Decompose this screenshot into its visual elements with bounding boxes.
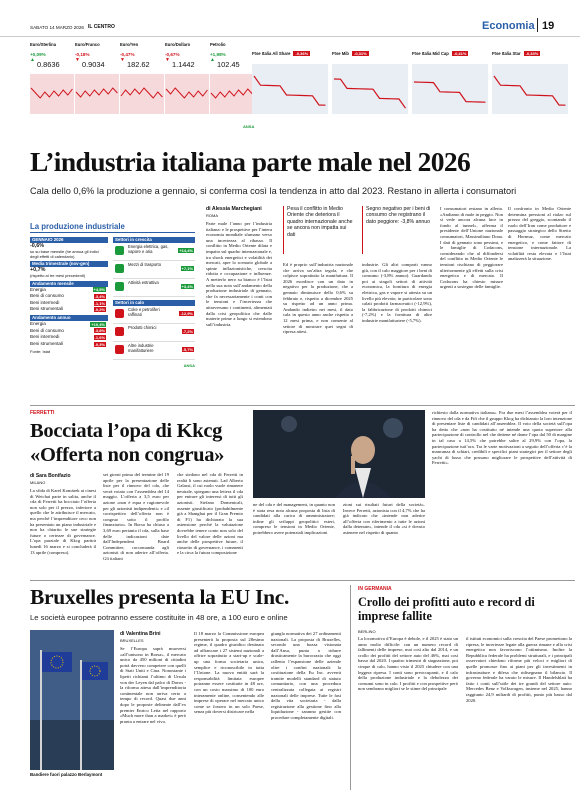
- index-change: -0,36%: [295, 51, 309, 56]
- kkcg-col-1: La sfida di Karel Komárek ai cinesi di Weichai parte in salita, anche il cda di Ferretti ha bocciato l’offerta non solo per il prezzo, inferiore a quello che le attribuisce il mercato, ma perché l’imprenditore ceco non ha presentato un piano industriale e non ha chiarito le sue strategie future o certezze di governance. L’opa parziale di Kkcg partirà lunedì 16 marzo e si concluderà il 13 aprile (compreso).: [30, 488, 96, 555]
- sector-value: -7,2%: [182, 329, 193, 334]
- fx-sparkline: [30, 74, 74, 114]
- fx-sparkline: [75, 74, 119, 114]
- monthly-row: [30, 293, 108, 300]
- decline-rows: [113, 306, 195, 360]
- index-change: -0,41%: [453, 51, 467, 56]
- sector-value: +7,1%: [181, 266, 193, 271]
- decline-header: Settori in calo: [113, 300, 195, 306]
- fx-value: 0.8636: [37, 60, 60, 69]
- kkcg-byline: di Sara Bonifazio: [30, 473, 71, 479]
- row-label: Energia: [30, 320, 46, 326]
- sector-down-icon: [115, 345, 124, 354]
- galassi-portrait-icon: [253, 410, 425, 498]
- jan-desc: su su base mensile (he annua gli indici degli effetti di calendario): [30, 249, 99, 260]
- kkcg-col-3: che siedono nel cda di Ferretti in realtà li sono astenuti. Lad Alberto Galassi, il cui ruolo vuole rimanere neutrale, spiegano una lettera il cda per entrare gli interessi di tutti gli azionisti. Stefano Domenicali, assente giustificato (probabilmente già a Shanghai per il Gran Premio di F1) ha dichiarato la sua astensione perché la valutazione dovrebbe tenere conto non solo del livello del valore delle azioni ma anche delle prospettive future, il riassetto di governance, i commenti e la circa la futura composizione: [177, 472, 243, 556]
- monthly-rows: [30, 287, 108, 313]
- infographic-right: [113, 235, 195, 368]
- paper-name: IL CENTRO: [88, 24, 115, 30]
- quarter-value: +0,7%: [30, 267, 46, 274]
- sector-label: Attività estrattiva: [128, 280, 159, 285]
- sector-value: +14,4%: [179, 248, 193, 253]
- quarter-header: Media trimestrale (nov-gen): [30, 261, 108, 267]
- lead-deck: Cala dello 0,6% la produzione a gennaio, si conferma così la tendenza in atto dal 2023. Restano in allerta i consumatori: [30, 186, 517, 196]
- lead-col-3: industrie. Gli altri comparti vanno giù, con il calo maggiore per i beni di consumo (-3,8% annuo). Guardando poi ai singoli settori di attività economica, la fornitura di energia elettrica, gas e vapore si attesta su un livello più elevato; in particolare sono calati prodotti farmaceutici (-12,9%), la fabbricazione di prodotti chimici (-7,2%) e la fornitura di altre industrie manifatturiere (-5,7%).: [362, 262, 432, 323]
- fx-value: 182.62: [127, 60, 150, 69]
- row-value: -0,3%: [94, 341, 105, 347]
- row-label: Beni intermedi: [30, 299, 60, 305]
- page-header: [0, 0, 580, 37]
- index-change: -0,31%: [353, 51, 367, 56]
- production-infographic: [30, 222, 195, 402]
- page-number: 19: [542, 20, 555, 32]
- quote-rule: [362, 206, 363, 254]
- lead-byline: di Alessia Marchegiani: [206, 206, 262, 212]
- lead-quote-1: Pesa il conflitto in Medio Oriente che deteriora il quadro internazionale anche se ancora non impatta sui dati: [287, 206, 353, 238]
- index-name: Ftse Italia Star: [492, 51, 521, 56]
- decline-row: [113, 324, 195, 342]
- lead-col-1: Parte male l’anno per l’industria italiana: e le prospettive per l’intera economia mondiale sfumano verso una incertezza al ribasso. Il conflitto in Medio Oriente dilata e impatto sul quadro internazionale e, tra shock energetici e volatilità dei mercati, apre lo scenario globale a spinte inflazionistiche, crescita ridotta e occupazione e influenze. A metterlo nero su bianco è l’Istat nella sua nota sull’andamento della produzione industriale di gennaio, che fa necessariamente i conti con le tensioni e l’incertezza che attraversano i continenti, alimentati dalla crisi geopolitica che dalle materie prime a lungo si estendono sull’industria.: [206, 221, 272, 327]
- kkcg-city: MILANO: [30, 480, 46, 485]
- germania-kicker: IN GERMANIA: [358, 586, 392, 592]
- fx-sparkline: [165, 74, 209, 114]
- sector-value: -5,7%: [182, 347, 193, 352]
- eu-flags-icon: [30, 630, 114, 770]
- row-value: -1,6%: [94, 334, 105, 340]
- growth-row: [113, 279, 195, 297]
- fx-change: -0,18%: [75, 52, 90, 57]
- row-label: Energia: [30, 286, 46, 292]
- fx-sparkline: [120, 74, 164, 114]
- sector-label: Mezzi di trasporto: [128, 262, 162, 267]
- lead-city: ROMA: [206, 213, 218, 218]
- index-name: Ftse Italia All Share: [252, 51, 291, 56]
- index-cell: [332, 42, 410, 122]
- index-sparkline: [412, 64, 488, 114]
- eu-headline: Bruxelles presenta la EU Inc.: [30, 585, 290, 609]
- fx-change: +0,09%: [30, 52, 46, 57]
- fx-change: -0,47%: [120, 52, 135, 57]
- quote-rule: [283, 206, 284, 254]
- growth-rows: [113, 243, 195, 297]
- growth-header: Settori in crescita: [113, 237, 195, 243]
- sector-value: +3,4%: [181, 284, 193, 289]
- row-value: -0,2%: [94, 307, 105, 313]
- fx-name: Petrolio: [210, 42, 226, 47]
- sector-up-icon: [115, 246, 124, 255]
- decline-row: [113, 306, 195, 324]
- fx-name: Euro/Sterlina: [30, 42, 57, 47]
- monthly-header: Andamento mensile: [30, 281, 108, 287]
- fx-name: Euro/Yen: [120, 42, 139, 47]
- row-label: Beni strumentali: [30, 306, 63, 312]
- kkcg-photo: [253, 410, 425, 498]
- lead-col-4: I consumatori restano in allerta. «Andiamo di male in peggio. Non si vede ancora alcuna luce in fondo al tunnel», afferma il presidente dell’Unione nazionale consumatori, Massimiliano Dona. I dati di gennaio sono pessimi, e le famiglie di Codacons, considerando che al diffondersi del conflitto in Medio Oriente le tensioni rischiano di peggiorare ulteriormente gli effetti sulla crisi energetica e di mercato. Il Codacons ha chiesto misure urgenti a sostegno delle famiglie.: [440, 206, 503, 290]
- divider: [350, 585, 351, 790]
- monthly-row: [30, 287, 108, 294]
- kkcg-headline-1: Bocciata l’opa di Kkcg: [30, 420, 223, 442]
- row-label: Beni di consumo: [30, 293, 64, 299]
- kkcg-col-2: sei giorni prima del termine del 19 aprile per la presentazione delle liste per il rinnovo del cda, che verrà votato con l’assemblea del 14 maggio. L’offerta a 3,5 euro per azione «non è equa e ragionevole per gli azionisti indipendenti» e «il corrispettivo dell’offerta non è congruo sotto il profilo finanziario». In Borsa ha chiuso a 3,69 euro pertanto il cda, sulla base delle indicazioni date dall’Independent Board Committee, raccomanda agli azionisti di non aderire all’offerta. Gli italiani: [103, 472, 169, 561]
- germania-col-2: il istituti economici sulla crescita del Paese promettono la ripresa, le incertezze legate alla guerra rimane e alla crisi energetica non favoriscono l’ottimismo. Inoltre la Repubblica federale ha problemi strutturali, e i principali osservatori chiedono riforme più veloci e migliori di quelle promosse fino ai piani per gli investimenti in infrastrutture e difesa che ridisegnano il bilancio. Il governo federale ha varato le misure. Il Handelsblatt ha fatto i conti sull’utile dei tre grandi del settore auto: Mercedes Benz e Volkswagen, insieme nel 2025, hanno raggiunto 24,9 miliardi di profitti, punto più basso dal 2020.: [466, 636, 572, 703]
- fx-arrow-icon: ▼: [120, 57, 125, 63]
- growth-row: [113, 243, 195, 261]
- jan-value: -0,6%: [30, 243, 45, 249]
- kkcg-col-4: ne del cda e del management, in quanto non è stata resa nota alcuna proposta di lista di candidati alla carica di amministratore; infine gli sviluppi geopolitici esteri, compreso le tensioni in Medio Oriente, potrebbero avere potenziali implicazioni: [253, 502, 335, 535]
- index-sparkline: [332, 64, 408, 114]
- decline-row: [113, 342, 195, 360]
- lead-col-5: Il confronto in Medio Oriente determina pressioni al rialzo sul prezzo del greggio, scontando il ruolo dell’Iran come produttore e passaggio strategico dello Stretto di Hormuz, come mercato energetico, e come fattore di tensione internazionale. La volatilità resta elevata e l’Istat analizzerà la situazione.: [508, 206, 571, 262]
- row-value: -3,4%: [94, 294, 105, 299]
- index-sparkline: [492, 64, 568, 114]
- section-name: Economia: [482, 20, 535, 32]
- annual-row: [30, 328, 108, 335]
- dateline: SABATO 14 MARZO 2026: [30, 25, 84, 30]
- annual-row: [30, 321, 108, 328]
- annual-row: [30, 341, 108, 348]
- eu-col-3: giungla normativa dei 27 ordinamenti nazionali. La proposta di Bruxelles, secondo una bozza visionata dall’Ansa, punta a ridurre drasticamente la burocrazia che oggi rallenta l’espansione delle aziende oltre i confini nazionali: la costituzione della Eu Inc. avverrà tramite modelli standard di statuto comunitario, con una procedura centralizzata collegata ai registri nazionali delle imprese. Tutte le fasi della vita societaria - dalla registrazione alla gestione fino alla liquidazione - saranno gestite con procedure completamente digitali.: [271, 631, 341, 720]
- kkcg-col-6: richiesto dalla normativa italiana». Fra due mesi l’assemblea voterà per il rinnovo del cda e da Fifi che il gruppo Kkcg ha dichiarato la loro intenzione di presentare liste di candidati all’assemblea. Il voto della società sull’opa ha detto che «non ha costituito né intende una quota superiore alla partecipazione di controllo nel che detiene né darne l’opa dal 50 di margine in tal caso a 14,5% che potrebbe salire al 29,9% con l’opa, la partecipazione tutt’ora. Tra le varie motivazioni a seguito dell’offerta c’è la mancanza di schiari, credibili e specifici piani strategici per il settore degli yacht di lusso che possano migliorare le prospettive dell’attività di Ferretti».: [432, 410, 572, 466]
- fx-value: 102.45: [217, 60, 240, 69]
- sector-label: Altre industrie manifatturiere: [128, 343, 154, 353]
- germania-col-1: La locomotiva d’Europa è debole, e il 2025 è stato un anno molto difficile: con un numero record di fallimenti delle imprese, mai così alto dal 2014, e un crollo dei profitti del settore auto del 46%, mai così basso dal 2020. I quattro trimestri di stagnazione, poi cinque di calo, hanno visto il 2025 chiudere con una leggera ripresa. I conti sono preoccupanti, e il calo della produzione industriale e la debolezza dei consumi sono in calo. I profitti e con prospettive però non sembrano migliori se le stime del principale: [358, 636, 458, 692]
- eu-col-1: Se l’Europa saprà muoversi «all’unisono in Borsa», il mercato unico da 450 milioni di cittadini potrà davvero competere con quelli di Stati Uniti e Cina. Nonostante i lipetti richiami l’ultimo di Ursula von der Leyen dal palco di Davos - la riforma attesa dall’imprenditoria continentale non arriva certo a tempo di record. Quasi due anni dopo le proposte delineate dall’ex premier Enrico Letta nel rapporto «Much more than a market» è però pronta a entrare nel vivo.: [120, 646, 186, 724]
- annual-rows: [30, 321, 108, 347]
- lead-headline: L’industria italiana parte male nel 2026: [30, 146, 471, 177]
- quarter-desc: (rispetto ai tre mesi precedenti): [30, 273, 86, 279]
- divider: [30, 405, 575, 406]
- eu-col-2: Il 18 marzo la Commissione europea presenterà la proposta sul 28esimo regime, il quadro giuridico destinato ad affiancare i 27 sistemi nazionali a offrire soprattutto a start-up e scale-up una forma societaria unica, semplice e riconoscibile in tutta l’Unione. La nuova entità sarà la responsabilità limitata europee potranno essere costituite in 48 ore, con un costo massimo di 100 euro interamente online, consentendo alle imprese di operare nel mercato unico come se fossero in un solo Paese, senza più doversi districare nella: [194, 631, 264, 715]
- annual-header: Andamento annuo: [30, 315, 108, 321]
- fx-sparkline: [210, 74, 254, 114]
- index-cell: [252, 42, 330, 122]
- infographic-source: Fonte: Istat: [30, 349, 51, 355]
- growth-row: [113, 261, 195, 279]
- germania-city: BERLINO: [358, 629, 376, 634]
- eu-photo-caption: Bandiere fuori palazzo Berlaymont: [30, 772, 103, 777]
- row-value: +10,4%: [91, 321, 105, 327]
- fx-arrow-icon: ▲: [30, 57, 35, 63]
- row-label: Beni strumentali: [30, 340, 63, 346]
- fx-value: 1.1442: [172, 60, 195, 69]
- index-name: Ftse Italia Mid Cap: [412, 51, 449, 56]
- monthly-row: [30, 300, 108, 307]
- sector-label: Coke e petroliferi raffinati: [128, 307, 160, 317]
- infographic-title: La produzione industriale: [30, 222, 195, 233]
- divider: [537, 18, 538, 32]
- index-cell: [412, 42, 490, 122]
- germania-headline: Crollo dei profitti auto e record di imprese fallite: [358, 595, 535, 623]
- row-value: -3,8%: [94, 328, 105, 334]
- jan-header: GENNAIO 2026: [30, 237, 108, 243]
- kkcg-kicker: FERRETTI: [30, 410, 55, 416]
- sector-label: Energia elettrica, gas, vapore e aria: [128, 244, 169, 254]
- infographic-left: [30, 235, 108, 355]
- market-source: ANSA: [243, 124, 255, 129]
- lead-col-2: Ed è proprio sull’industria nazionale che arriva un’altra tegola, e che colpisce soprattutto la manifattura. Il 2026 esordisce con un dato in negativo per la produzione, che a gennaio diminuisce dello 0,6% su febbraio e, rispetto a dicembre 2025 su rispetto ad un anno prima. Andando indietro nei mesi, il dato cala in questo anno anche rispetto a 12 mesi prima, e non consente al settore di mostrare quei segni di ripresa attesi.: [283, 262, 353, 335]
- sector-up-icon: [115, 264, 124, 273]
- sector-down-icon: [115, 309, 124, 318]
- index-sparkline: [252, 64, 328, 114]
- fx-change: -0,67%: [165, 52, 180, 57]
- eu-byline: di Valentina Brini: [120, 631, 161, 637]
- market-strip: [0, 42, 580, 142]
- fx-change: +1,98%: [210, 52, 226, 57]
- row-label: Beni intermedi: [30, 334, 60, 340]
- index-change: -0,33%: [525, 51, 539, 56]
- index-name: Ftse Mib: [332, 51, 349, 56]
- eu-city: BRUXELLES: [120, 638, 144, 643]
- sector-label: Prodotti chimici: [128, 325, 157, 330]
- eu-photo: [30, 630, 114, 770]
- infographic-ansa: ANSA: [183, 363, 195, 368]
- row-value: -1,1%: [94, 300, 105, 306]
- sector-up-icon: [115, 282, 124, 291]
- sector-value: -12,9%: [180, 311, 193, 316]
- fx-arrow-icon: ▼: [165, 57, 170, 63]
- annual-row: [30, 334, 108, 341]
- sector-down-icon: [115, 327, 124, 336]
- kkcg-headline-2: «Offerta non congrua»: [30, 444, 225, 466]
- lead-quote-2: Segno negativo per i beni di consumo che registrano il dato peggiore: -3,8% annuo: [366, 206, 431, 225]
- fx-name: Euro/Franco: [75, 42, 100, 47]
- divider: [30, 580, 575, 581]
- index-cell: [492, 42, 570, 122]
- fx-value: 0.9034: [82, 60, 105, 69]
- kkcg-col-5: zioni sui risultati futuri della società». Invece Ferretti, azionista con il 4,7% che ha già indicato che «intende non aderire all’offerta con riferimento a tutte le azioni dalla detenute», intende il cda «si è dovuto astenere nel rispetto di quanto: [343, 502, 425, 535]
- monthly-row: [30, 306, 108, 313]
- eu-deck: Le società europee potranno essere costituite in 48 ore, a 100 euro e online: [30, 613, 288, 622]
- row-label: Beni di consumo: [30, 327, 64, 333]
- row-value: +4,5%: [93, 287, 105, 293]
- fx-name: Euro/Dollaro: [165, 42, 191, 47]
- fx-arrow-icon: ▲: [210, 57, 215, 63]
- fx-arrow-icon: ▼: [75, 57, 80, 63]
